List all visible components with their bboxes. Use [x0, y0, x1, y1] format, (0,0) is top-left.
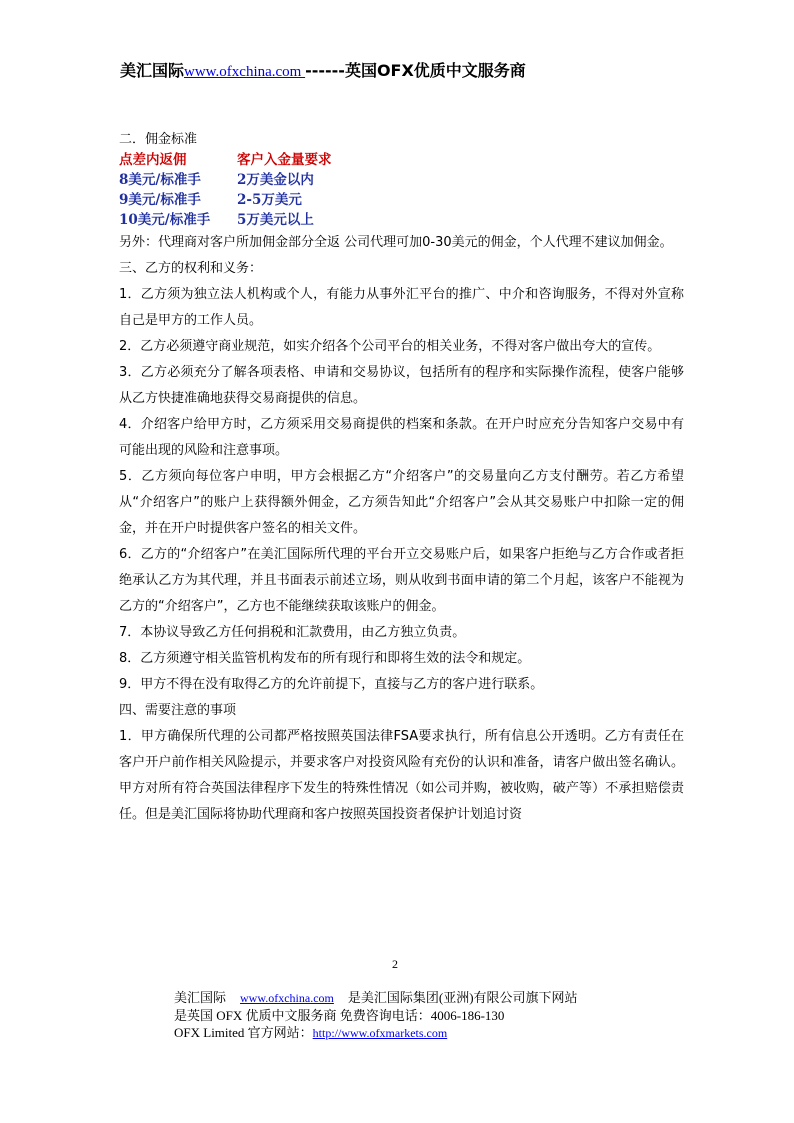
deposit-cell: 5万美元以上 [237, 212, 314, 228]
section-4-title: 四、需要注意的事项 [119, 703, 237, 718]
page-header [120, 58, 720, 81]
section-4-item: 1．甲方确保所代理的公司都严格按照英国法律FSA要求执行，所有信息公开透明。乙方有责任在客户开户前作相关风险提示，并要求客户对投资风险有充份的认识和准备，请客户做出签名确认。甲方对所有符合英国法律程序下发生的特殊性情况（如公司并购，被收购，破产等）不承担赔偿责任。但是美汇国际将协助代理商和客户按照英国投资者保护计划追讨资 [119, 729, 684, 822]
footer-official-label: OFX Limited 官方网站： [174, 1025, 313, 1040]
footer-line-1 [174, 989, 578, 1007]
commission-table [119, 150, 684, 230]
col-deposit-header: 客户入金量要求 [237, 152, 332, 168]
document-body [119, 130, 684, 828]
header-brand: 美汇国际 [120, 61, 185, 80]
section-3-item: 5．乙方须向每位客户申明，甲方会根据乙方“介绍客户”的交易量向乙方支付酬劳。若乙方希望从“介绍客户”的账户上获得额外佣金，乙方须告知此“介绍客户”会从其交易账户中扣除一定的佣金，并在开户时提供客户签名的相关文件。 [119, 469, 684, 536]
header-url-link[interactable]: www.ofxchina.com [184, 64, 306, 80]
section-3-item: 2．乙方必须遵守商业规范，如实介绍各个公司平台的相关业务，不得对客户做出夸大的宣传。 [119, 339, 661, 354]
col-rebate-header: 点差内返佣 [119, 152, 187, 168]
section-3-item: 9．甲方不得在没有取得乙方的允许前提下，直接与乙方的客户进行联系。 [119, 677, 544, 692]
page-footer [174, 989, 578, 1042]
commission-table-header [119, 150, 684, 170]
commission-row [119, 170, 684, 190]
section-2-title: 二．佣金标准 [119, 132, 198, 147]
section-3-title: 三、乙方的权利和义务： [119, 261, 263, 276]
section-3-item: 3．乙方必须充分了解各项表格、申请和交易协议，包括所有的程序和实际操作流程，使客户能够从乙方快捷准确地获得交易商提供的信息。 [119, 365, 684, 406]
section-3-item: 4．介绍客户给甲方时，乙方须采用交易商提供的档案和条款。在开户时应充分告知客户交易中有可能出现的风险和注意事项。 [119, 417, 684, 458]
footer-brand: 美汇国际 [174, 990, 227, 1005]
commission-note: 另外：代理商对客户所加佣金部分全返 公司代理可加0-30美元的佣金，个人代理不建议加佣金。 [119, 235, 673, 250]
commission-row [119, 210, 684, 230]
header-tagline: ------英国OFX优质中文服务商 [305, 61, 526, 80]
deposit-cell: 2万美金以内 [237, 172, 314, 188]
rebate-cell: 8美元/标准手 [119, 172, 201, 188]
rebate-cell: 9美元/标准手 [119, 192, 201, 208]
footer-company-text: 是美汇国际集团(亚洲)有限公司旗下网站 [347, 990, 578, 1005]
page-number: 2 [392, 957, 398, 971]
footer-official-link[interactable]: http://www.ofxmarkets.com [312, 1026, 448, 1040]
commission-row [119, 190, 684, 210]
deposit-cell: 2-5万美元 [237, 192, 302, 208]
section-3-item: 7．本协议导致乙方任何捐税和汇款费用，由乙方独立负责。 [119, 625, 466, 640]
footer-line-2: 是英国 OFX 优质中文服务商 免费咨询电话：4006-186-130 [174, 1008, 505, 1023]
footer-line-3 [174, 1024, 578, 1042]
rebate-cell: 10美元/标准手 [119, 212, 211, 228]
footer-site-link[interactable]: www.ofxchina.com [240, 991, 334, 1005]
section-3-item: 6．乙方的“介绍客户”在美汇国际所代理的平台开立交易账户后，如果客户拒绝与乙方合作或者拒绝承认乙方为其代理，并且书面表示前述立场，则从收到书面申请的第二个月起，该客户不能视为乙方的“介绍客户”，乙方也不能继续获取该账户的佣金。 [119, 547, 684, 614]
section-3-item: 1．乙方须为独立法人机构或个人，有能力从事外汇平台的推广、中介和咨询服务，不得对外宣称自己是甲方的工作人员。 [119, 287, 684, 328]
section-3-item: 8．乙方须遵守相关监管机构发布的所有现行和即将生效的法令和规定。 [119, 651, 531, 666]
